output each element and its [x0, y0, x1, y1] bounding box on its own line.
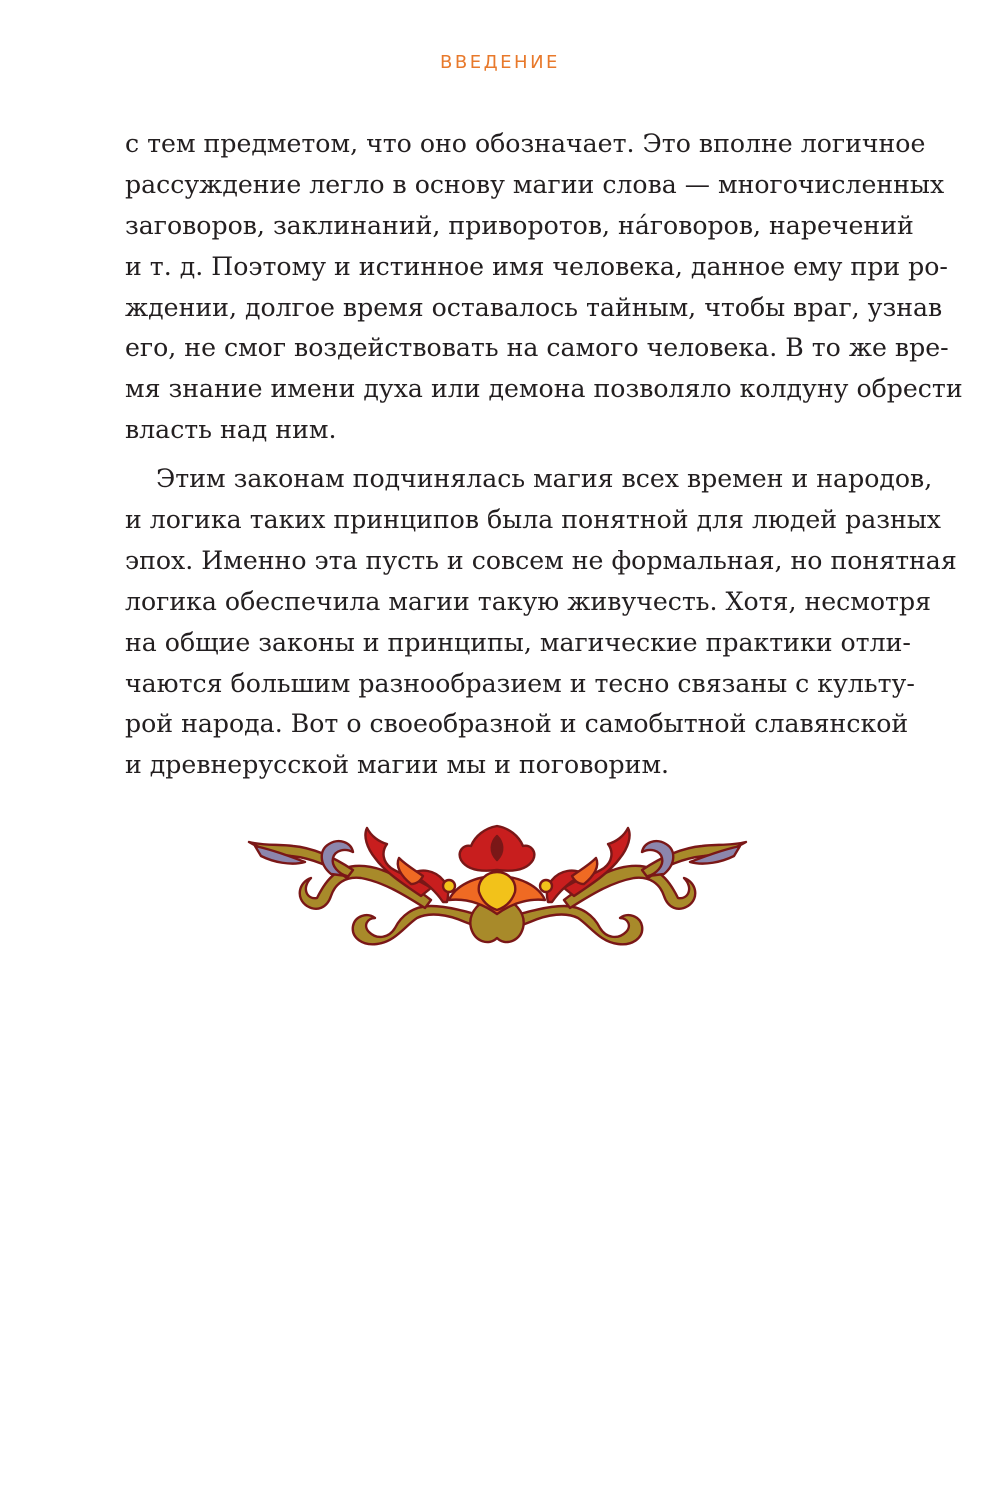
text-line: мя знание имени духа или демона позволяло колдуну обрести	[125, 374, 963, 404]
text-line: заговоров, заклинаний, приворотов, нáговоров, наречений	[125, 210, 914, 240]
paragraph	[125, 124, 963, 451]
floral-ornament-icon	[235, 822, 760, 952]
text-line: на общие законы и принципы, магические практики отли-	[125, 627, 911, 657]
ornament-yellow-bud	[443, 880, 455, 892]
text-line: ждении, долгое время оставалось тайным, чтобы враг, узнав	[125, 292, 943, 322]
text-line: рой народа. Вот о своеобразной и самобытной славянской	[125, 709, 909, 739]
text-line: и древнерусской магии мы и поговорим.	[125, 750, 670, 780]
text-line: с тем предметом, что оно обозначает. Это вполне логичное	[125, 129, 926, 158]
flower-crown-detail	[492, 836, 503, 860]
paragraph	[125, 459, 957, 786]
text-line: его, не смог воздействовать на самого человека. В то же вре-	[125, 333, 949, 363]
text-line: и т. д. Поэтому и истинное имя человека, данное ему при ро-	[125, 251, 948, 281]
text-line: логика обеспечила магии такую живучесть. Хотя, несмотря	[125, 586, 931, 616]
text-line: чаются большим разнообразием и тесно связаны с культу-	[125, 668, 915, 698]
central-flower	[449, 826, 545, 942]
text-line: Этим законам подчинялась магия всех времен и народов,	[156, 464, 933, 494]
text-line: рассуждение легло в основу магии слова — многочисленных	[125, 169, 945, 199]
running-head: ВВЕДЕНИЕ	[440, 52, 560, 73]
body-text	[125, 124, 963, 786]
text-line: власть над ним.	[125, 415, 337, 445]
text-line: и логика таких принципов была понятной для людей разных	[125, 505, 942, 535]
text-line: эпох. Именно эта пусть и совсем не формальная, но понятная	[125, 545, 957, 575]
